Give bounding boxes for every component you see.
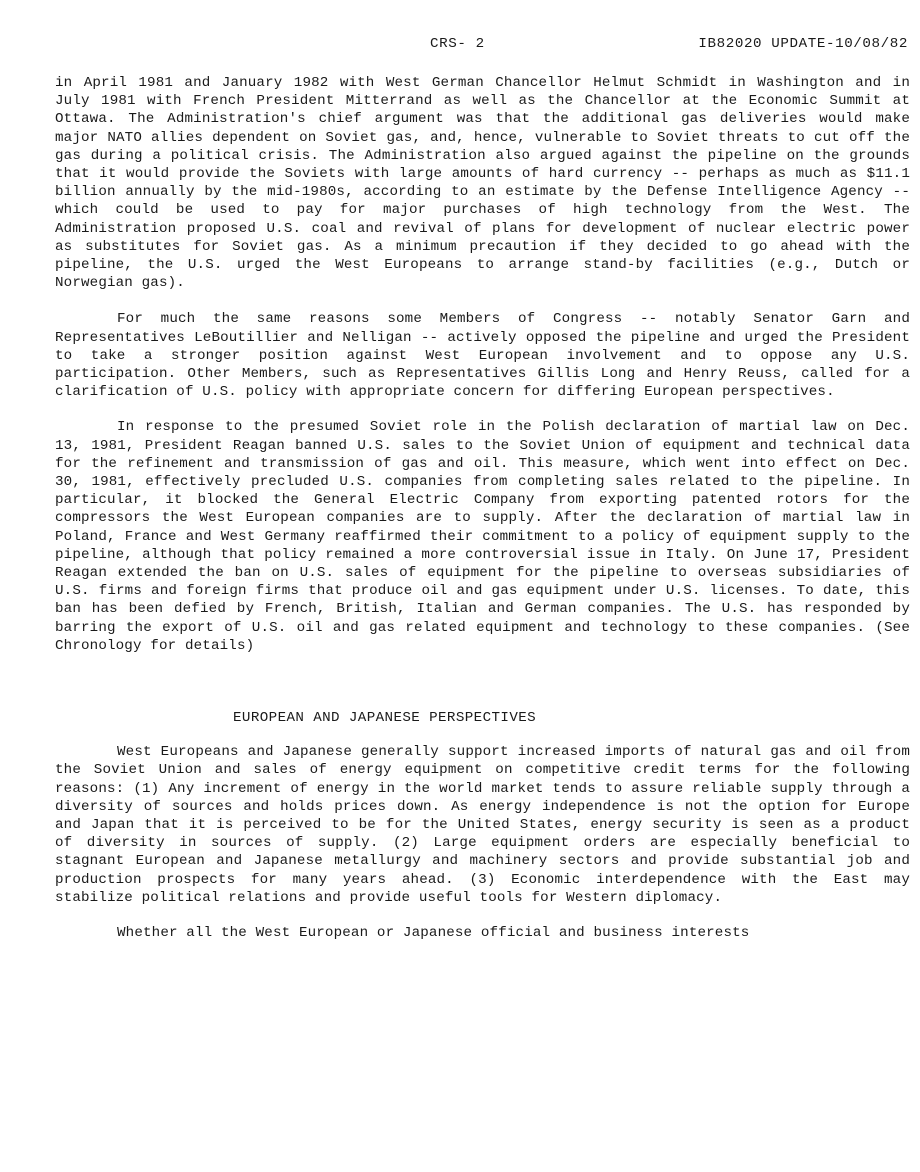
document-body	[55, 74, 910, 942]
paragraph-congress-reaction: For much the same reasons some Members of Congress -- notably Senator Garn and Representatives LeBoutillier and Nelligan -- actively opposed the pipeline and urged the President to take a stronger position against West European involvement and to oppose any U.S. participation. Other Members, such as Representatives Gillis Long and Henry Reuss, called for a clarification of U.S. policy with appropriate concern for differing European perspectives.	[55, 311, 910, 401]
paragraph-continuation: Whether all the West European or Japanese official and business interests	[117, 924, 750, 941]
paragraph-administration-argument: in April 1981 and January 1982 with West German Chancellor Helmut Schmidt in Washington and in July 1981 with French President Mitterrand as well as the Chancellor at the Economic Summit at Ottawa. The Administration's chief argument was that the additional gas deliveries would make major NATO allies dependent on Soviet gas, and, hence, vulnerable to Soviet threats to cut off the gas during a political crisis. The Administration also argued against the pipeline on the grounds that it would provide the Soviets with large amounts of hard currency -- perhaps as much as $11.1 billion annually by the mid-1980s, according to an estimate by the Defense Intelligence Agency -- which could be used to pay for major purchases of high technology from the West. The Administration proposed U.S. coal and revival of plans for development of nuclear electric power as substitutes for Soviet gas. As a minimum precaution if they decided to go ahead with the pipeline, the U.S. urged the West Europeans to arrange stand-by facilities (e.g., Dutch or Norwegian gas).	[55, 75, 910, 292]
page-header	[0, 36, 920, 54]
paragraph-european-japanese-reasons: West Europeans and Japanese generally support increased imports of natural gas and oil from the Soviet Union and sales of energy equipment on competitive credit terms for the following reasons: (1) Any increment of energy in the world market tends to assure reliable supply through a diversity of sources and holds prices down. As energy independence is not the option for Europe and Japan that it is perceived to be for the United States, energy security is seen as a product of diversity in sources of supply. (2) Large equipment orders are especially beneficial to stagnant European and Japanese metallurgy and machinery sectors and provide substantial job and production prospects for many years ahead. (3) Economic interdependence with the East may stabilize political relations and provide useful tools for Western diplomacy.	[55, 744, 910, 906]
document-id-label: IB82020 UPDATE-10/08/82	[698, 36, 908, 52]
section-heading: EUROPEAN AND JAPANESE PERSPECTIVES	[233, 710, 537, 727]
page-number-label: CRS- 2	[430, 36, 485, 52]
paragraph-sanctions-response: In response to the presumed Soviet role in the Polish declaration of martial law on Dec. 13, 1981, President Reagan banned U.S. sales to the Soviet Union of equipment and technical data for the refinement and transmission of gas and oil. This measure, which went into effect on Dec. 30, 1981, effectively precluded U.S. companies from completing sales related to the pipeline. In particular, it blocked the General Electric Company from exporting patented rotors for the compressors the West European companies are to supply. After the declaration of martial law in Poland, France and West Germany reaffirmed their commitment to a policy of equipment supply to the pipeline, although that policy remained a more controversial issue in Italy. On June 17, President Reagan extended the ban on U.S. sales of equipment for the pipeline to overseas subsidiaries of U.S. firms and foreign firms that produce oil and gas equipment under U.S. licenses. To date, this ban has been defied by French, British, Italian and German companies. The U.S. has responded by barring the export of U.S. oil and gas related equipment and technology to these companies. (See Chronology for details)	[55, 419, 910, 654]
